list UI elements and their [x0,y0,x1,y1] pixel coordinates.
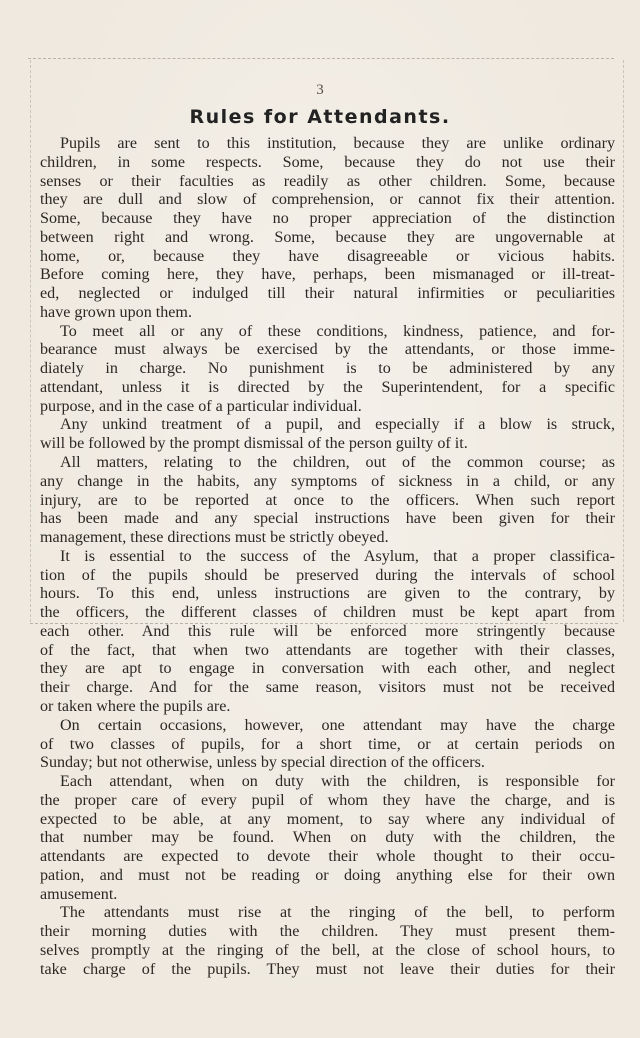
text-line: amusement. [40,885,118,903]
text-line: tion of the pupils should be preserved during the intervals of school [40,566,615,584]
text-line: will be followed by the prompt dismissal of the person guilty of it. [40,435,468,453]
text-line: It is essential to the success of the Asylum, that a proper classifica- [60,547,615,565]
text-line: senses or their faculties as readily as other children. Some, because [40,172,615,190]
text-line: bearance must always be exercised by the attendants, or those imme- [40,341,615,359]
text-line: Before coming here, they have, perhaps, been mismanaged or ill-treat- [40,266,615,284]
text-line: any change in the habits, any symptoms of sickness in a child, or any [40,472,615,490]
text-line: hours. To this end, unless instructions are given to the contrary, by [40,585,615,603]
text-line: To meet all or any of these conditions, kindness, patience, and for- [60,322,615,340]
top-dashed-rule [28,58,614,59]
text-line: attendants are expected to devote their whole thought to their occu- [40,848,615,866]
text-line: All matters, relating to the children, out of the common course; as [60,454,615,472]
text-line: selves promptly at the ringing of the bell, at the close of school hours, to [40,941,615,959]
text-line: children, in some respects. Some, because they do not use their [40,153,615,171]
text-line: diately in charge. No punishment is to be administered by any [40,360,615,378]
text-line: the proper care of every pupil of whom they have the charge, and is [40,791,615,809]
text-line: they are dull and slow of comprehension, or cannot fix their attention. [40,191,615,209]
text-line: that number may be found. When on duty with the children, the [40,829,615,847]
text-line: ed, neglected or indulged till their natural infirmities or peculiarities [40,285,615,303]
text-line: home, or, because they have disagreeable or vicious habits. [40,247,615,265]
text-line: injury, are to be reported at once to the officers. When such report [40,491,615,509]
body-text [40,135,615,979]
left-margin-rule [30,60,31,622]
right-margin-rule [623,60,624,622]
text-line: The attendants must rise at the ringing of the bell, to perform [60,904,615,922]
text-line: have grown upon them. [40,303,192,321]
page-number: 3 [316,82,324,98]
text-line: of the fact, that when two attendants are together with their classes, [40,641,615,659]
text-line: has been made and any special instructions have been given for their [40,510,615,528]
text-line: expected to be able, at any moment, to say where any individual of [40,810,615,828]
text-line: purpose, and in the case of a particular individual. [40,397,362,415]
text-line: Each attendant, when on duty with the children, is responsible for [60,773,615,791]
text-line: of two classes of pupils, for a short time, or at certain periods on [40,735,615,753]
bottom-dashed-rule [30,623,618,624]
text-line: pation, and must not be reading or doing anything else for their own [40,866,615,884]
text-line: attendant, unless it is directed by the Superintendent, for a specific [40,378,615,396]
text-line: the officers, the different classes of children must be kept apart from [40,604,615,622]
text-line: Pupils are sent to this institution, because they are unlike ordinary [60,135,615,152]
text-line: Sunday; but not otherwise, unless by special direction of the officers. [40,754,485,772]
text-line: their morning duties with the children. They must present them- [40,923,615,941]
text-line: each other. And this rule will be enforced more stringently because [40,622,615,640]
text-line: or taken where the pupils are. [40,697,231,715]
page-title: Rules for Attendants. [189,106,451,128]
text-line: take charge of the pupils. They must not leave their duties for their [40,960,615,978]
text-line: their charge. And for the same reason, visitors must not be received [40,679,615,697]
text-line: management, these directions must be strictly obeyed. [40,529,389,547]
text-line: Any unkind treatment of a pupil, and especially if a blow is struck, [60,416,615,434]
text-line: between right and wrong. Some, because they are ungovernable at [40,228,615,246]
text-line: they are apt to engage in conversation with each other, and neglect [40,660,615,678]
text-line: On certain occasions, however, one attendant may have the charge [60,716,615,734]
text-line: Some, because they have no proper appreciation of the distinction [40,210,615,228]
